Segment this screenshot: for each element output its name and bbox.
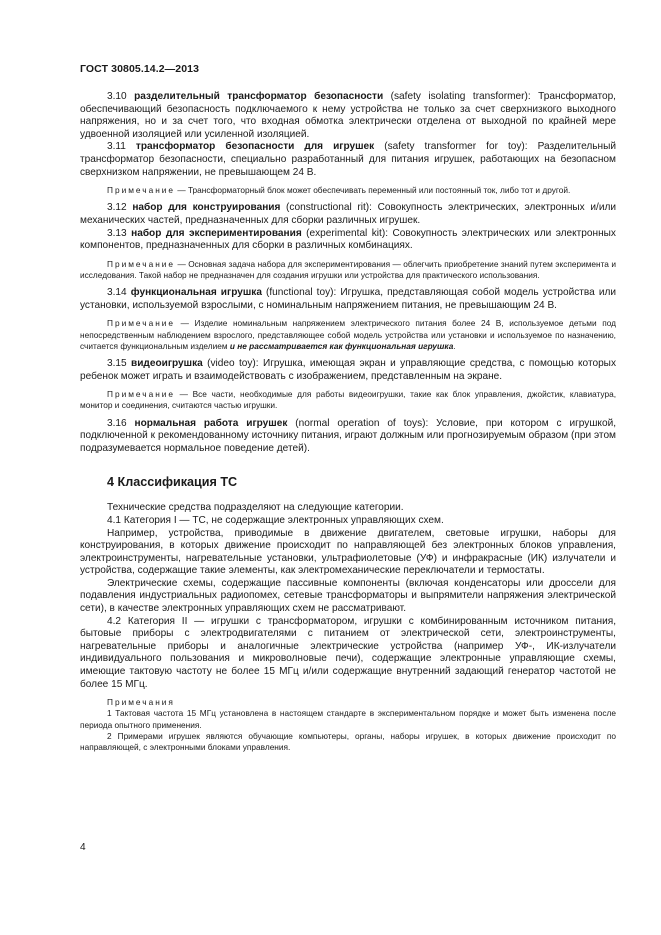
section-4-para-4: Электрические схемы, содержащие пассивные компоненты (включая конденсаторы или дроссели для подавления индустриальных радиопомех, сетевые трансформаторы и выпрямители напряжения электрической сети), в качестве электронных управляющих схем не рассматривают. xyxy=(80,577,616,615)
term-3-12: 3.12 набор для конструирования (constructional rit): Совокупность электрических, электронных и/или механических частей, предназначенных для сборки различных игрушек. xyxy=(80,202,616,226)
term-3-13: 3.13 набор для экспериментирования (experimental kit): Совокупность электрических или электронных компонентов, предназначенных для сборки в различных комбинациях. xyxy=(80,227,616,252)
section-4-notes-label: Примечания xyxy=(107,697,175,708)
term-3-14: 3.14 функциональная игрушка (functional toy): Игрушка, представляющая собой модель устройства или установки, используемой взрослыми, с номинальным напряжением питания, не превышающим 24 В. xyxy=(80,287,617,311)
page-number: 4 xyxy=(80,842,86,853)
note-3-11: Примечание — Трансформаторный блок может обеспечивать переменный или постоянный ток, либо тот и другой. xyxy=(107,185,571,196)
section-4-title: 4 Классификация ТС xyxy=(107,475,238,490)
term-3-16: 3.16 нормальная работа игрушек (normal operation of toys): Условие, при котором с игрушкой, подключенной к рекомендованному источнику питания, играют должным или прогнозируемым образом (при этом подразумевается нормальное поведение детей). xyxy=(80,417,617,454)
section-4-para-2: 4.1 Категория I — ТС, не содержащие электронных управляющих схем. xyxy=(107,514,444,526)
term-3-10: 3.10 разделительный трансформатор безопасности (safety isolating transformer): Трансформатор, обеспечивающий безопасность подключаемого к нему устройства не только за счет сверхнизкого выходного напряжения, но и за счет того, что входная обмотка электрически отделена от выходной по крайней мере удвоенной изоляцией или усиленной изоляцией. xyxy=(80,91,616,140)
note-3-14: Примечание — Изделие номинальным напряжением электрического питания более 24 В, используемое детьми под непосредственным наблюдением взрослого, представляющее собой модель устройства или установки и используемое по назначению, считается функциональным изделием и не рассматривается как функциональная игрушка. xyxy=(80,318,616,351)
term-3-11: 3.11 трансформатор безопасности для игрушек (safety transformer for toy): Разделительный трансформатор безопасности, специально разработанный для питания игрушек, работающих на безопасном сверхнизком напряжении, не превышающем 24 В. xyxy=(80,141,616,178)
section-4-note-1: 1 Тактовая частота 15 МГц установлена в настоящем стандарте в экспериментальном порядке и может быть изменена после периода опытного применения. xyxy=(80,708,616,730)
section-4-para-5: 4.2 Категория II — игрушки с трансформатором, игрушки с комбинированным источником питания, бытовые приборы с электродвигателями с питанием от электрической сети, электроинструменты, нагревательные приборы и аналогичные электрические устройства (например УФ-, ИК-излучатели индивидуального пользования и микроволновые печи), содержащие электронные управляющие схемы, имеющие тактовую частоту не более 15 МГц и/или содержащие внутренний задающий генератор частотой не более 15 МГц. xyxy=(80,615,616,690)
section-4-para-3: Например, устройства, приводимые в движение двигателем, световые игрушки, наборы для конструирования, в которых движение происходит по направляющей без электронных блоков управления, электроинструменты, нагревательные установки, ультрафиолетовые (УФ) и инфракрасные (ИК) излучатели и устройства, содержащие такие элементы, как электромеханические переключатели и термостаты. xyxy=(80,527,616,577)
section-4-note-2: 2 Примерами игрушек являются обучающие компьютеры, органы, наборы игрушек, в которых движение происходит по направляющей, с электронными блоками управления. xyxy=(80,730,616,753)
note-3-15: Примечание — Все части, необходимые для работы видеоигрушки, такие как блок управления, джойстик, клавиатура, монитор и соединения, считаются частью игрушки. xyxy=(80,389,616,411)
term-3-15: 3.15 видеоигрушка (video toy): Игрушка, имеющая экран и управляющие средства, с помощью которых ребенок может играть и взаимодействовать с изображением, представленным на экране. xyxy=(80,357,616,382)
section-4-para-1: Технические средства подразделяют на следующие категории. xyxy=(107,502,404,514)
note-3-13: Примечание — Основная задача набора для экспериментирования — облегчить приобретение знаний путем эксперимента и исследования. Такой набор не предназначен для создания игрушки или устройства для практического использования. xyxy=(80,258,616,280)
document-body xyxy=(80,91,616,753)
document-header: ГОСТ 30805.14.2—2013 xyxy=(80,63,200,75)
